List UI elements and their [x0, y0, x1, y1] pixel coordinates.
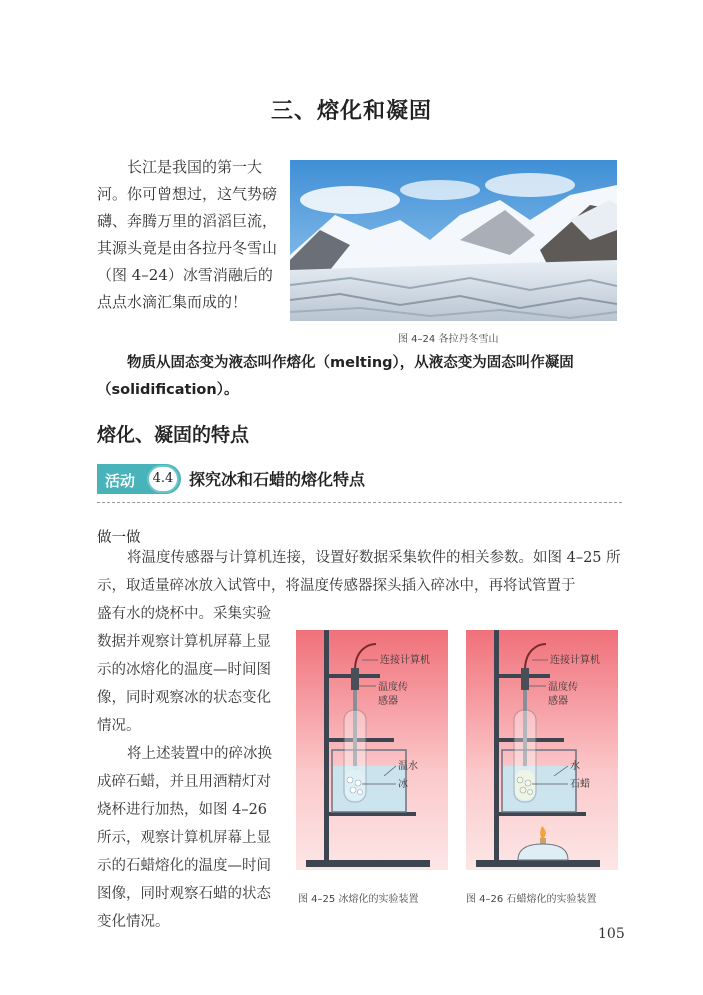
fig25-computer-label: 连接计算机: [380, 655, 430, 666]
intro-text: [97, 154, 277, 316]
figure-4-26-caption: 图 4–26 石蜡熔化的实验装置: [466, 894, 597, 905]
page-number: 105: [598, 926, 625, 942]
page-title: 三、熔化和凝固: [270, 99, 432, 124]
fig25-warm-water-label: 温水: [398, 761, 418, 772]
procedure-left-column: [97, 600, 280, 936]
definition-paragraph: 物质从固态变为液态叫作熔化（melting），从液态变为固态叫作凝固（solidification）。: [97, 355, 574, 398]
fig26-sensor-label-2: 感器: [548, 696, 568, 707]
fig25-sensor-label-1: 温度传: [378, 682, 408, 693]
figure-4-25: [296, 630, 448, 892]
procedure-full-width: [97, 544, 622, 600]
definition-text: [97, 350, 622, 404]
figure-4-25-caption: 图 4–25 冰熔化的实验装置: [298, 894, 419, 905]
procedure-paragraph-1-start: 将温度传感器与计算机连接，设置好数据采集软件的相关参数。如图 4–25 所示，取适量碎冰放入试管中，将温度传感器探头插入碎冰中，再将试管置于: [97, 550, 621, 594]
fig25-ice-label: 冰: [398, 779, 408, 790]
fig26-computer-label: 连接计算机: [550, 655, 600, 666]
do-it-heading: 做一做: [97, 530, 141, 546]
snow-mountain-photo: [290, 160, 617, 321]
fig26-wax-label: 石蜡: [570, 779, 590, 790]
activity-header: [97, 462, 622, 503]
figure-4-24-caption: 图 4–24 各拉丹冬雪山: [398, 334, 499, 345]
procedure-paragraph-2: 将上述装置中的碎冰换成碎石蜡，并且用酒精灯对烧杯进行加热，如图 4–26 所示，观察计算机屏幕上显示的石蜡熔化的温度—时间图像，同时观察石蜡的状态变化情况。: [97, 746, 272, 930]
activity-label: 活动: [105, 472, 136, 490]
activity-number: 4.4: [147, 465, 179, 493]
fig26-sensor-label-1: 温度传: [548, 682, 578, 693]
activity-title: 探究冰和石蜡的熔化特点: [189, 470, 366, 489]
figure-4-26: [466, 630, 618, 892]
procedure-paragraph-1-cont: 盛有水的烧杯中。采集实验数据并观察计算机屏幕上显示的冰熔化的温度—时间图像，同时观察冰的状态变化情况。: [97, 606, 271, 734]
fig25-sensor-label-2: 感器: [378, 696, 398, 707]
fig26-water-label: 水: [570, 761, 580, 772]
section-heading: 熔化、凝固的特点: [97, 424, 250, 446]
intro-paragraph: 长江是我国的第一大河。你可曾想过，这气势磅礴、奔腾万里的滔滔巨流，其源头竟是由各拉丹冬雪山（图 4–24）冰雪消融后的点点水滴汇集而成的！: [97, 158, 278, 311]
